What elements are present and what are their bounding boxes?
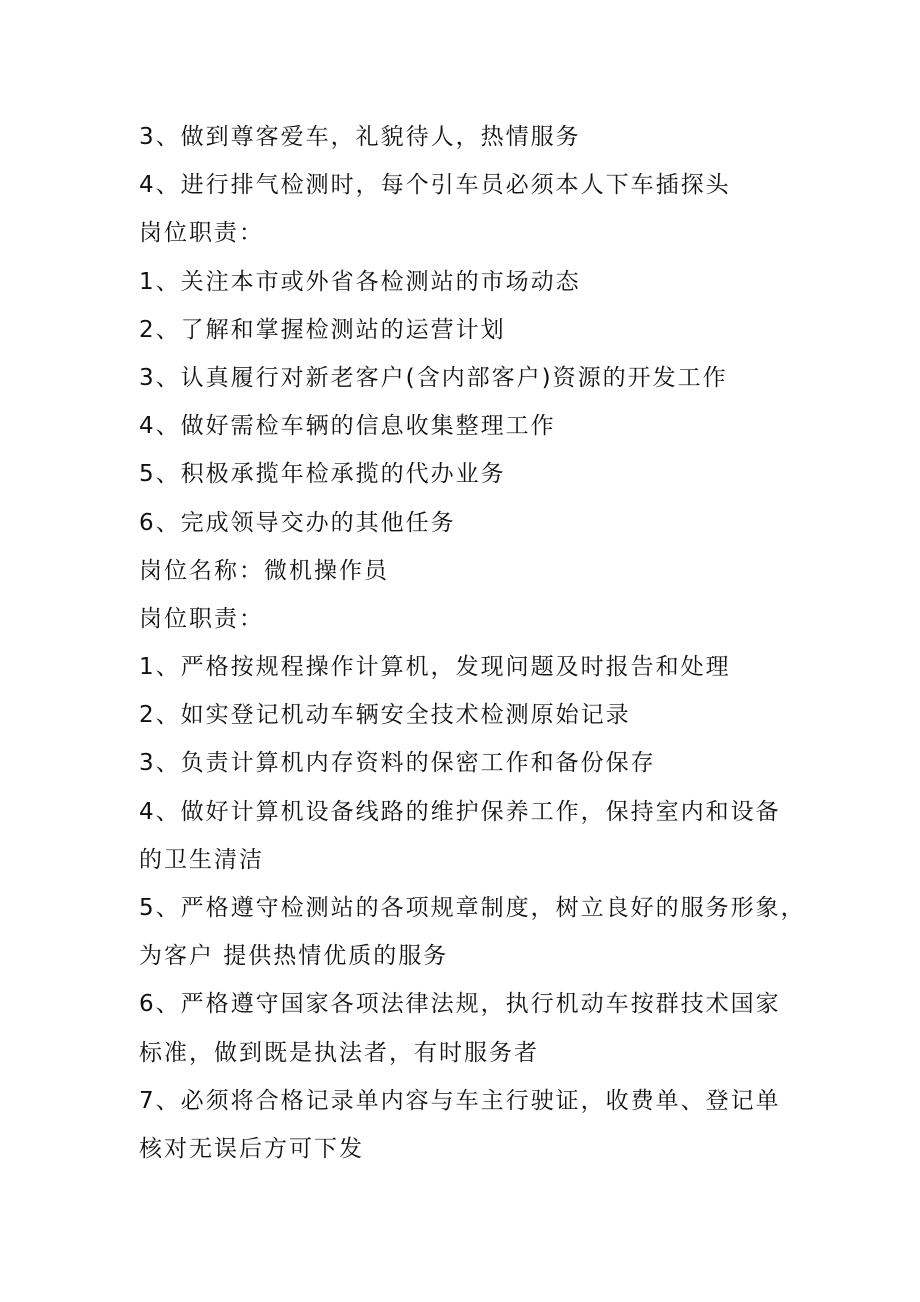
text-line: 4、做好计算机设备线路的维护保养工作，保持室内和设备 <box>139 798 781 825</box>
text-line: 为客户 提供热情优质的服务 <box>139 943 449 970</box>
text-line: 4、进行排气检测时，每个引车员必须本人下车插探头 <box>139 172 731 199</box>
text-line: 3、认真履行对新老客户(含内部客户)资源的开发工作 <box>139 364 728 391</box>
text-line: 4、做好需检车辆的信息收集整理工作 <box>139 413 556 440</box>
text-line: 6、严格遵守国家各项法律法规，执行机动车按群技术国家 <box>139 991 781 1018</box>
text-line: 3、做到尊客爱车，礼貌待人，热情服务 <box>139 124 581 150</box>
text-line: 5、积极承揽年检承揽的代办业务 <box>139 461 506 488</box>
text-line: 1、关注本市或外省各检测站的市场动态 <box>139 268 581 295</box>
text-line: 3、负责计算机内存资料的保密工作和备份保存 <box>139 750 656 777</box>
text-line: 的卫生清洁 <box>139 846 264 873</box>
text-line: 标准，做到既是执法者，有时服务者 <box>139 1039 539 1066</box>
section-heading: 岗位职责： <box>139 220 264 247</box>
text-line: 5、严格遵守检测站的各项规章制度，树立良好的服务形象， <box>139 895 806 921</box>
text-line: 1、严格按规程操作计算机，发现问题及时报告和处理 <box>139 654 731 681</box>
position-title: 岗位名称：微机操作员 <box>139 557 389 584</box>
section-heading: 岗位职责： <box>139 605 264 632</box>
text-line: 7、必须将合格记录单内容与车主行驶证，收费单、登记单 <box>139 1087 781 1114</box>
text-line: 2、了解和掌握检测站的运营计划 <box>139 316 506 343</box>
text-line: 核对无误后方可下发 <box>139 1135 364 1162</box>
text-line: 2、如实登记机动车辆安全技术检测原始记录 <box>139 702 631 729</box>
text-line: 6、完成领导交办的其他任务 <box>139 509 456 536</box>
document-body <box>139 113 806 1173</box>
